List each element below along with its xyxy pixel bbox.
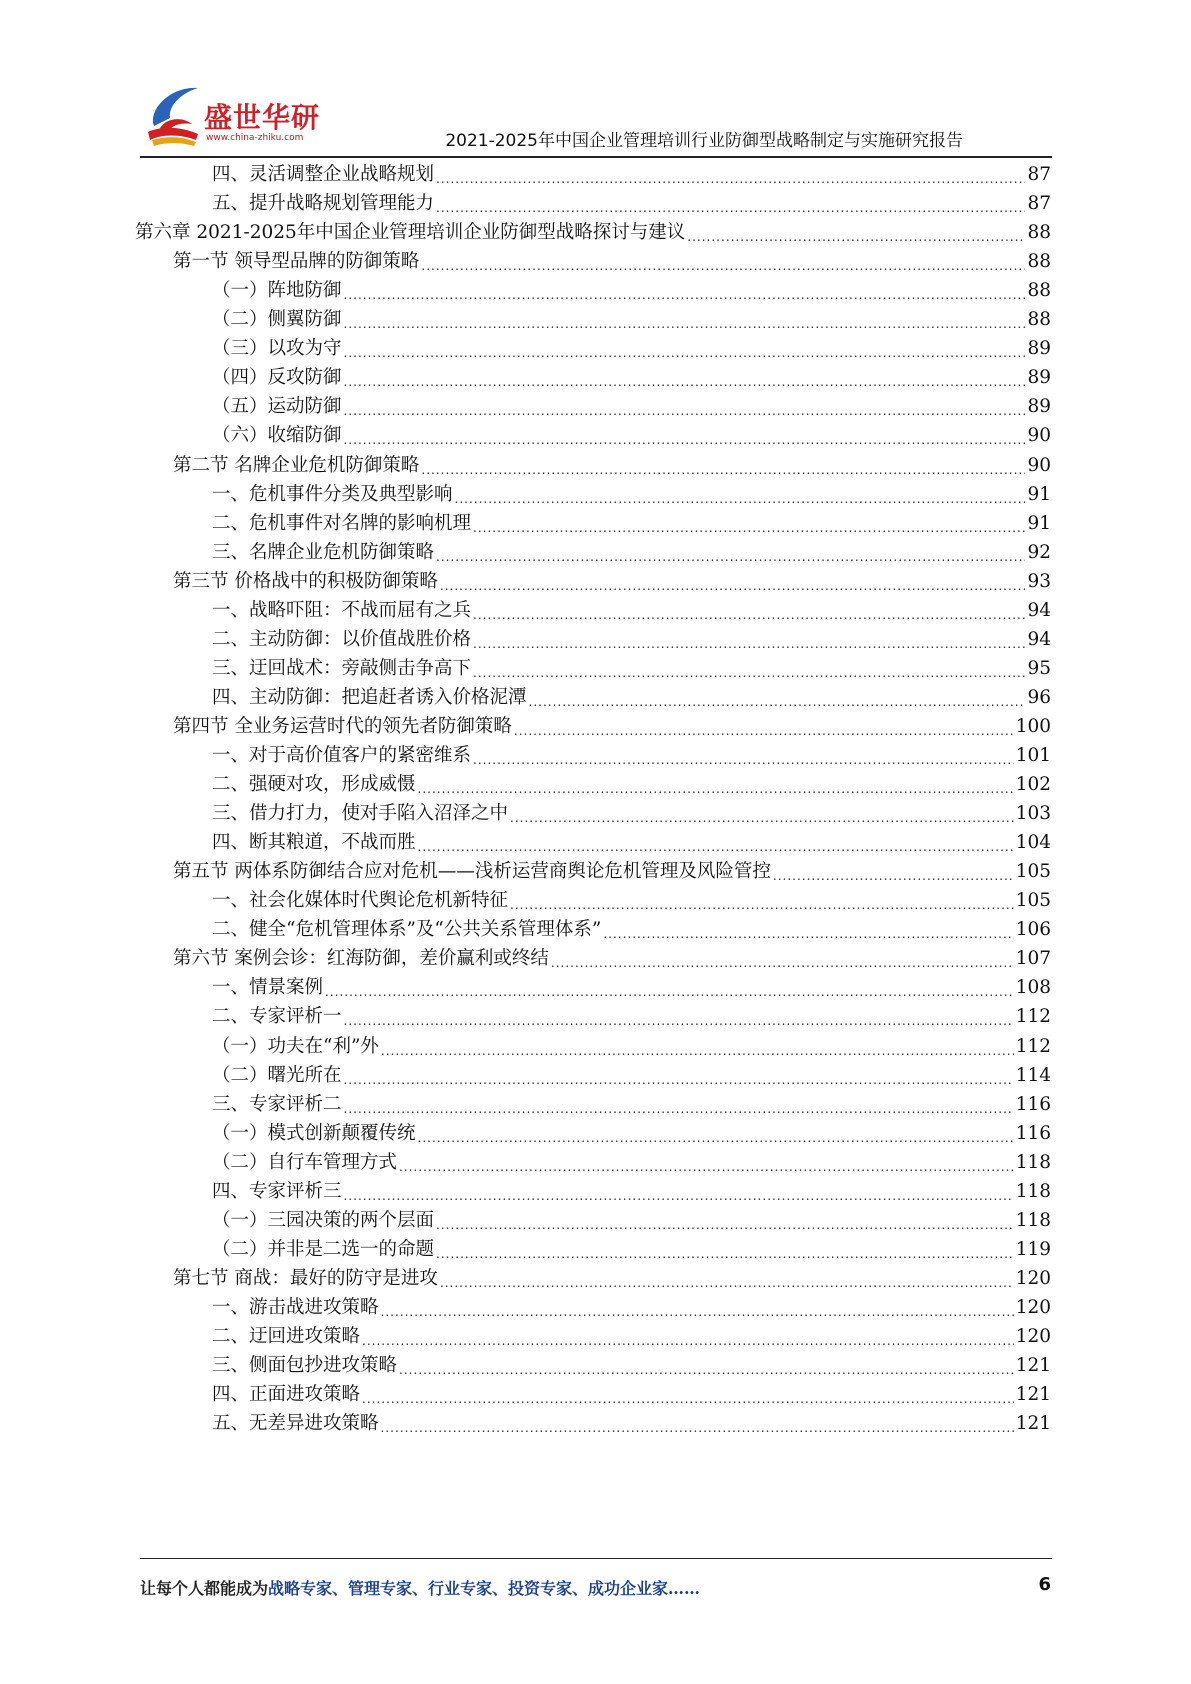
toc-entry-title: （二）曙光所在 [212, 1064, 342, 1086]
toc-entry-page: 119 [1015, 1238, 1051, 1260]
toc-dot-leader [473, 604, 1025, 626]
toc-entry-title: （二）并非是二选一的命题 [212, 1238, 435, 1260]
toc-dot-leader [687, 226, 1025, 248]
toc-entry-title: 二、专家评析一 [212, 1006, 342, 1028]
footer-divider [140, 1558, 1052, 1559]
toc-entry-page: 101 [1015, 745, 1051, 766]
toc-entry-page: 96 [1027, 686, 1051, 708]
toc-entry[interactable] [212, 1031, 1051, 1062]
toc-entry-page: 88 [1027, 222, 1051, 244]
toc-entry[interactable] [212, 275, 1051, 306]
toc-entry-title: 四、主动防御：把追赶者诱入价格泥潭 [212, 686, 527, 708]
toc-dot-leader [381, 1301, 1014, 1323]
toc-entry-page: 93 [1027, 570, 1051, 592]
toc-dot-leader [510, 894, 1014, 916]
toc-entry[interactable] [212, 1321, 1051, 1352]
toc-entry-page: 104 [1015, 832, 1051, 854]
toc-dot-leader [344, 284, 1026, 306]
toc-entry-page: 121 [1015, 1384, 1051, 1406]
toc-entry-page: 89 [1027, 367, 1051, 389]
toc-entry-page: 118 [1015, 1209, 1051, 1231]
toc-entry-page: 106 [1015, 919, 1051, 941]
toc-entry-title: （一）三园决策的两个层面 [212, 1209, 435, 1231]
toc-dot-leader [529, 691, 1026, 713]
toc-entry-title: 第五节 两体系防御结合应对危机——浅析运营商舆论危机管理及风险管控 [173, 861, 771, 883]
logo-text: 盛世华研 [204, 101, 321, 134]
toc-entry-page: 88 [1027, 280, 1051, 302]
toc-entry-title: （二）侧翼防御 [212, 309, 342, 331]
toc-entry-page: 105 [1015, 861, 1051, 883]
toc-entry-title: 一、社会化媒体时代舆论危机新特征 [212, 890, 509, 912]
toc-entry[interactable] [212, 420, 1051, 451]
toc-entry-page: 118 [1015, 1151, 1051, 1173]
toc-entry[interactable] [212, 1292, 1051, 1323]
toc-dot-leader [514, 720, 1014, 742]
footer-slogan [140, 1576, 700, 1599]
toc-entry[interactable] [212, 362, 1051, 393]
footer-slogan-roles: 战略专家、管理专家、行业专家、投资专家、成功企业家…… [268, 1579, 701, 1598]
toc-dot-leader [344, 429, 1026, 451]
toc-entry-title: 二、迂回进攻策略 [212, 1326, 361, 1347]
toc-entry-title: 一、对于高价值客户的紧密维系 [212, 745, 472, 766]
toc-entry[interactable] [173, 711, 1051, 742]
toc-entry-title: 三、专家评析二 [212, 1093, 342, 1115]
toc-entry-title: 三、借力打力，使对手陷入沼泽之中 [212, 803, 509, 825]
toc-entry[interactable] [212, 304, 1051, 335]
toc-entry-title: （一）阵地防御 [212, 280, 342, 302]
toc-entry-page: 121 [1015, 1355, 1051, 1377]
toc-dot-leader [421, 459, 1025, 481]
toc-dot-leader [473, 517, 1025, 539]
toc-entry[interactable] [212, 333, 1051, 364]
toc-entry[interactable] [212, 1060, 1051, 1091]
toc-dot-leader [344, 400, 1026, 422]
toc-dot-leader [436, 168, 1025, 190]
toc-entry-page: 103 [1015, 803, 1051, 825]
toc-entry-page: 108 [1015, 977, 1051, 999]
toc-entry[interactable] [173, 856, 1051, 887]
toc-entry[interactable] [212, 1379, 1051, 1410]
toc-entry[interactable] [212, 188, 1051, 219]
toc-entry-title: 二、危机事件对名牌的影响机理 [212, 512, 472, 534]
toc-entry[interactable] [212, 885, 1051, 916]
toc-entry-title: 一、战略吓阻：不战而屈有之兵 [212, 599, 472, 621]
toc-entry[interactable] [212, 479, 1051, 510]
toc-entry-title: 四、灵活调整企业战略规划 [212, 164, 435, 185]
toc-entry[interactable] [212, 827, 1051, 858]
toc-entry-title: （一）功夫在“利”外 [212, 1035, 379, 1057]
toc-entry-title: 第四节 全业务运营时代的领先者防御策略 [173, 715, 512, 737]
toc-entry[interactable] [212, 1408, 1051, 1439]
toc-entry-title: 二、主动防御：以价值战胜价格 [212, 628, 472, 650]
toc-entry-page: 121 [1015, 1413, 1051, 1435]
toc-dot-leader [362, 1330, 1014, 1352]
toc-dot-leader [551, 952, 1014, 974]
toc-entry-title: 四、专家评析三 [212, 1180, 342, 1202]
toc-entry[interactable] [212, 1147, 1051, 1178]
toc-dot-leader [455, 488, 1026, 510]
toc-entry-title: （二）自行车管理方式 [212, 1151, 398, 1173]
toc-entry-title: （五）运动防御 [212, 396, 342, 418]
toc-entry-page: 120 [1015, 1326, 1051, 1347]
toc-dot-leader [399, 1359, 1014, 1381]
toc-dot-leader [421, 255, 1025, 277]
toc-entry[interactable] [173, 246, 1051, 277]
toc-entry[interactable] [212, 682, 1051, 713]
toc-dot-leader [381, 1417, 1014, 1439]
toc-entry-page: 107 [1015, 948, 1051, 970]
toc-dot-leader [344, 1098, 1014, 1120]
toc-entry-title: 第三节 价格战中的积极防御策略 [173, 570, 438, 592]
toc-dot-leader [344, 1069, 1014, 1091]
toc-entry[interactable] [212, 769, 1051, 800]
toc-entry[interactable] [212, 653, 1051, 684]
toc-entry[interactable] [212, 508, 1051, 539]
toc-dot-leader [418, 1127, 1014, 1149]
toc-entry-page: 89 [1027, 338, 1051, 360]
toc-entry-page: 118 [1015, 1180, 1051, 1202]
toc-entry-page: 112 [1015, 1035, 1051, 1057]
toc-entry-title: （一）模式创新颠覆传统 [212, 1122, 416, 1144]
toc-entry[interactable] [212, 1118, 1051, 1149]
toc-entry[interactable] [212, 595, 1051, 626]
toc-entry-title: （三）以攻为守 [212, 338, 342, 360]
toc-entry-page: 88 [1027, 309, 1051, 331]
toc-entry-page: 89 [1027, 396, 1051, 418]
toc-dot-leader [344, 342, 1026, 364]
toc-dot-leader [440, 1272, 1014, 1294]
toc-dot-leader [418, 778, 1014, 800]
toc-entry[interactable] [212, 798, 1051, 829]
toc-entry-page: 102 [1015, 774, 1051, 796]
toc-entry[interactable] [212, 1234, 1051, 1265]
toc-entry-page: 95 [1027, 657, 1051, 679]
toc-entry-page: 120 [1015, 1267, 1051, 1289]
toc-entry-page: 112 [1015, 1006, 1051, 1028]
toc-dot-leader [440, 575, 1026, 597]
toc-entry[interactable] [212, 1089, 1051, 1120]
toc-entry[interactable] [212, 159, 1051, 190]
toc-entry[interactable] [173, 450, 1051, 481]
toc-entry-title: 三、迂回战术：旁敲侧击争高下 [212, 657, 472, 679]
toc-entry[interactable] [173, 566, 1051, 597]
toc-entry-title: 二、强硬对攻，形成威慑 [212, 774, 416, 796]
toc-entry-title: 第七节 商战：最好的防守是进攻 [173, 1267, 438, 1289]
toc-entry-page: 90 [1027, 454, 1051, 476]
document-title: 2021-2025年中国企业管理培训行业防御型战略制定与实施研究报告 [445, 131, 963, 151]
toc-dot-leader [344, 371, 1026, 393]
toc-entry-page: 91 [1027, 512, 1051, 534]
toc-dot-leader [473, 633, 1025, 655]
footer-slogan-lead: 让每个人都能成为 [140, 1579, 269, 1598]
toc-entry[interactable] [212, 1350, 1051, 1381]
toc-entry-page: 94 [1027, 628, 1051, 650]
toc-dot-leader [399, 1156, 1014, 1178]
toc-entry[interactable] [212, 537, 1051, 568]
toc-entry-page: 88 [1027, 251, 1051, 273]
toc-entry-title: 一、情景案例 [212, 977, 324, 999]
toc-entry-page: 90 [1027, 425, 1051, 447]
toc-dot-leader [473, 749, 1014, 771]
toc-entry-title: （六）收缩防御 [212, 425, 342, 447]
toc-entry-page: 94 [1027, 599, 1051, 621]
toc-entry[interactable] [173, 1263, 1051, 1294]
toc-entry[interactable] [212, 391, 1051, 422]
toc-dot-leader [510, 807, 1014, 829]
toc-entry-page: 120 [1015, 1296, 1051, 1318]
toc-dot-leader [773, 865, 1014, 887]
toc-entry-page: 100 [1015, 715, 1051, 737]
toc-entry-page: 87 [1027, 193, 1051, 215]
toc-entry-title: 三、侧面包抄进攻策略 [212, 1355, 398, 1377]
page-number: 6 [1038, 1574, 1051, 1595]
toc-entry[interactable] [135, 217, 1051, 248]
toc-dot-leader [362, 1388, 1014, 1410]
logo-url: www.china-zhiku.com [206, 133, 304, 143]
toc-entry-title: 五、无差异进攻策略 [212, 1413, 379, 1435]
toc-entry-page: 114 [1015, 1064, 1051, 1086]
toc-entry[interactable] [173, 943, 1051, 974]
toc-dot-leader [418, 836, 1014, 858]
toc-entry[interactable] [212, 1001, 1051, 1032]
toc-entry-title: 一、危机事件分类及典型影响 [212, 483, 453, 505]
toc-dot-leader [436, 546, 1025, 568]
toc-entry-title: （四）反攻防御 [212, 367, 342, 389]
toc-entry-title: 四、断其粮道，不战而胜 [212, 832, 416, 854]
toc-entry-title: 二、健全“危机管理体系”及“公共关系管理体系” [212, 919, 602, 941]
toc-entry-page: 91 [1027, 483, 1051, 505]
toc-entry[interactable] [212, 624, 1051, 655]
toc-dot-leader [436, 1214, 1014, 1236]
toc-dot-leader [344, 313, 1026, 335]
toc-entry[interactable] [212, 1205, 1051, 1236]
toc-entry[interactable] [212, 914, 1051, 945]
toc-dot-leader [344, 1010, 1014, 1032]
page-header [0, 0, 1191, 160]
toc-dot-leader [344, 1185, 1014, 1207]
toc-entry-title: 一、游击战进攻策略 [212, 1296, 379, 1318]
toc-entry-title: 三、名牌企业危机防御策略 [212, 541, 435, 563]
toc-entry-page: 116 [1015, 1122, 1051, 1144]
toc-entry-title: 五、提升战略规划管理能力 [212, 193, 435, 215]
toc-entry-title: 四、正面进攻策略 [212, 1384, 361, 1406]
toc-dot-leader [436, 197, 1025, 219]
toc-dot-leader [473, 662, 1025, 684]
toc-dot-leader [436, 1243, 1014, 1265]
toc-entry-title: 第六节 案例会诊：红海防御，差价赢利或终结 [173, 948, 549, 970]
toc-entry-title: 第一节 领导型品牌的防御策略 [173, 251, 420, 273]
toc-entry-page: 92 [1027, 541, 1051, 563]
toc-entry-title: 第二节 名牌企业危机防御策略 [173, 454, 420, 476]
toc-entry[interactable] [212, 740, 1051, 771]
header-divider [140, 156, 1052, 158]
toc-entry-page: 116 [1015, 1093, 1051, 1115]
toc-entry-page: 105 [1015, 890, 1051, 912]
toc-entry-title: 第六章 2021-2025年中国企业管理培训企业防御型战略探讨与建议 [135, 222, 686, 244]
toc-dot-leader [603, 923, 1013, 945]
toc-entry[interactable] [212, 1176, 1051, 1207]
toc-entry[interactable] [212, 972, 1051, 1003]
toc-dot-leader [381, 1040, 1014, 1062]
toc-entry-page: 87 [1027, 164, 1051, 185]
toc-dot-leader [325, 981, 1014, 1003]
